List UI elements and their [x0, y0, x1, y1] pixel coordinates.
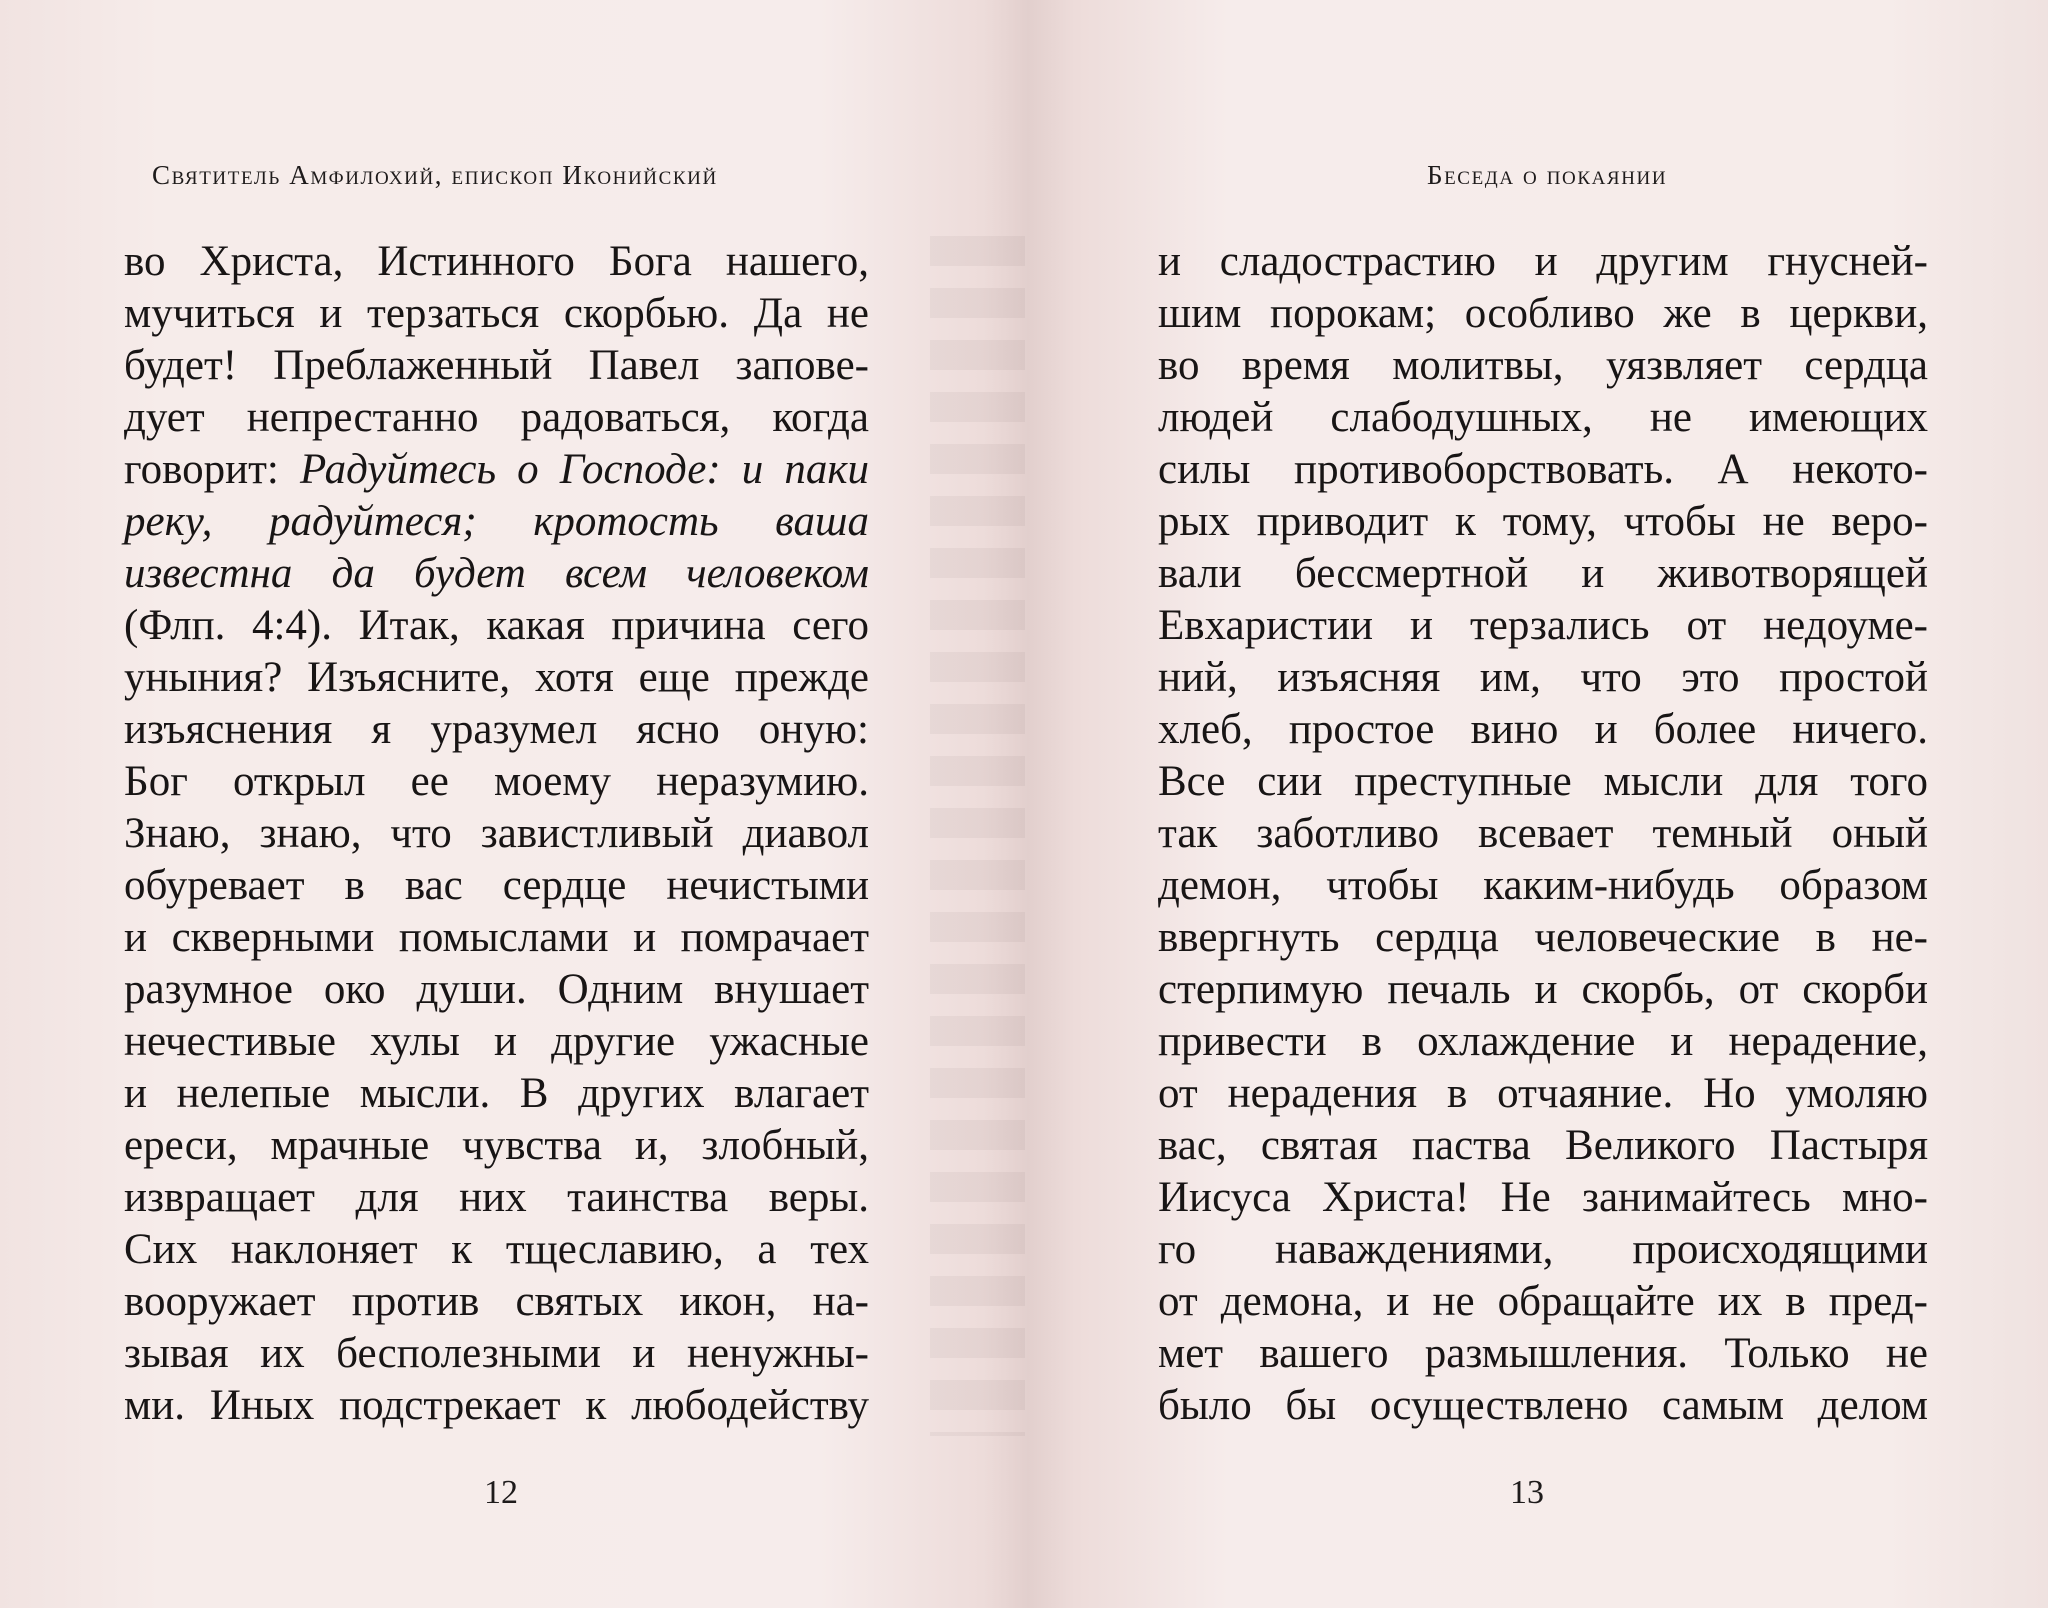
line-text: Иисуса Христа! Не занимайтесь мно-: [1158, 1174, 1928, 1221]
line-text: нечестивые хулы и другие ужасные: [124, 1018, 869, 1065]
line-text: во Христа, Истинного Бога нашего,: [124, 238, 869, 285]
line-text: демон, чтобы каким-нибудь образом: [1158, 862, 1928, 909]
text-line: [124, 808, 869, 860]
line-text: силы противоборствовать. А некото-: [1158, 446, 1928, 493]
line-text: шим порокам; особливо же в церкви,: [1158, 290, 1928, 337]
line-text: зывая их бесполезными и ненужны-: [124, 1330, 869, 1377]
text-line: [124, 1380, 869, 1432]
text-line: [124, 548, 869, 600]
text-line: [124, 444, 869, 496]
text-line: [1158, 340, 1928, 392]
text-line: [1158, 1224, 1928, 1276]
text-line: [124, 1224, 869, 1276]
line-text: хлеб, простое вино и более ничего.: [1158, 706, 1928, 753]
text-line: [124, 340, 869, 392]
text-line: [124, 1016, 869, 1068]
line-text: стерпимую печаль и скорбь, от скорби: [1158, 966, 1928, 1013]
right-page-number: 13: [1510, 1474, 1544, 1511]
left-page-number: 12: [484, 1474, 518, 1511]
text-line: [1158, 236, 1928, 288]
text-line: [1158, 1328, 1928, 1380]
line-text: говорит:: [124, 446, 300, 493]
line-text: во время молитвы, уязвляет сердца: [1158, 342, 1928, 389]
line-text: ний, изъясняя им, что это простой: [1158, 654, 1928, 701]
text-line: [1158, 548, 1928, 600]
line-text: так заботливо всевает темный оный: [1158, 810, 1928, 857]
text-line: [124, 600, 869, 652]
text-line: [124, 1172, 869, 1224]
show-through-text: [930, 236, 1025, 1436]
line-text: Знаю, знаю, что завистливый диавол: [124, 810, 869, 857]
line-text: мучиться и терзаться скорбью. Да не: [124, 290, 869, 337]
line-text: и сладострастию и другим гнусней-: [1158, 238, 1928, 285]
italic-quote-text: Радуйтесь о Господе: и паки: [299, 446, 869, 493]
italic-quote-text: известна да будет всем человеком: [124, 550, 869, 597]
line-text: от нерадения в отчаяние. Но умоляю: [1158, 1070, 1928, 1117]
text-line: [124, 392, 869, 444]
text-line: [1158, 1120, 1928, 1172]
line-text: го наваждениями, происходящими: [1158, 1226, 1928, 1273]
line-text: обуревает в вас сердце нечистыми: [124, 862, 869, 909]
text-line: [1158, 1016, 1928, 1068]
text-line: [124, 704, 869, 756]
text-line: [1158, 288, 1928, 340]
line-text: (Флп. 4:4). Итак, какая причина сего: [124, 602, 869, 649]
text-line: [1158, 1276, 1928, 1328]
text-line: [124, 912, 869, 964]
text-line: [124, 1068, 869, 1120]
line-text: ереси, мрачные чувства и, злобный,: [124, 1122, 869, 1169]
text-line: [124, 652, 869, 704]
line-text: разумное око души. Одним внушает: [124, 966, 869, 1013]
right-running-head: Беседа о покаянии: [1427, 160, 1668, 190]
line-text: и нелепые мысли. В других влагает: [124, 1070, 869, 1117]
text-line: [124, 964, 869, 1016]
text-line: [124, 756, 869, 808]
line-text: мет вашего размышления. Только не: [1158, 1330, 1928, 1377]
line-text: и скверными помыслами и помрачает: [124, 914, 869, 961]
left-body-text: [124, 236, 869, 1432]
text-line: [1158, 1068, 1928, 1120]
text-line: [1158, 912, 1928, 964]
line-text: привести в охлаждение и нерадение,: [1158, 1018, 1928, 1065]
text-line: [124, 860, 869, 912]
line-text: вали бессмертной и животворящей: [1158, 550, 1928, 597]
text-line: [1158, 756, 1928, 808]
text-line: [124, 288, 869, 340]
line-text: вас, святая паства Великого Пастыря: [1158, 1122, 1928, 1169]
text-line: [124, 1120, 869, 1172]
line-text: рых приводит к тому, чтобы не веро-: [1158, 498, 1928, 545]
line-text: ми. Иных подстрекает к любодейству: [124, 1382, 869, 1429]
text-line: [1158, 392, 1928, 444]
italic-quote-text: реку, радуйтеся; кротость ваша: [124, 498, 869, 545]
text-line: [1158, 964, 1928, 1016]
line-text: Бог открыл ее моему неразумию.: [124, 758, 869, 805]
text-line: [1158, 704, 1928, 756]
line-text: людей слабодушных, не имеющих: [1158, 394, 1928, 441]
text-line: [1158, 652, 1928, 704]
line-text: извращает для них таинства веры.: [124, 1174, 869, 1221]
text-line: [1158, 860, 1928, 912]
line-text: дует непрестанно радоваться, когда: [124, 394, 869, 441]
text-line: [1158, 444, 1928, 496]
text-line: [1158, 600, 1928, 652]
line-text: Евхаристии и терзались от недоуме-: [1158, 602, 1928, 649]
line-text: ввергнуть сердца человеческие в не-: [1158, 914, 1928, 961]
text-line: [1158, 808, 1928, 860]
text-line: [124, 236, 869, 288]
text-line: [1158, 496, 1928, 548]
left-running-head: Святитель Амфилохий, епископ Иконийский: [152, 160, 718, 190]
text-line: [124, 496, 869, 548]
line-text: уныния? Изъясните, хотя еще прежде: [124, 654, 869, 701]
line-text: Все сии преступные мысли для того: [1158, 758, 1928, 805]
right-body-text: [1158, 236, 1928, 1432]
line-text: было бы осуществлено самым делом: [1158, 1382, 1928, 1429]
line-text: будет! Преблаженный Павел запове-: [124, 342, 869, 389]
text-line: [1158, 1172, 1928, 1224]
line-text: вооружает против святых икон, на-: [124, 1278, 869, 1325]
text-line: [124, 1328, 869, 1380]
line-text: изъяснения я уразумел ясно оную:: [124, 706, 869, 753]
line-text: Сих наклоняет к тщеславию, а тех: [124, 1226, 869, 1273]
text-line: [1158, 1380, 1928, 1432]
line-text: от демона, и не обращайте их в пред-: [1158, 1278, 1928, 1325]
right-page: [1024, 0, 2048, 1608]
text-line: [124, 1276, 869, 1328]
